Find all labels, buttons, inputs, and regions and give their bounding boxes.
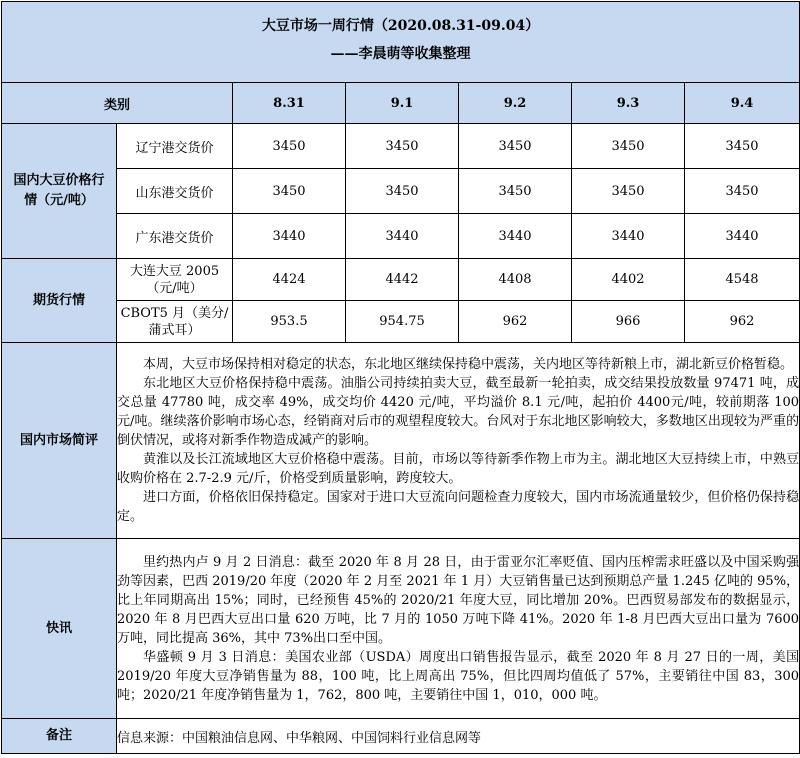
news-text: [117, 539, 800, 719]
report-title-cell: [2, 2, 800, 83]
report-container: [1, 1, 799, 756]
price-cell: 3450: [685, 169, 800, 214]
futures-cell: 4442: [346, 259, 459, 301]
price-cell: 3440: [572, 214, 685, 259]
soybean-market-table: [1, 1, 800, 754]
table-row: [2, 539, 800, 719]
price-cell: 3450: [459, 169, 572, 214]
section-news: 快讯: [2, 539, 117, 719]
table-row: [2, 214, 800, 259]
table-row: [2, 259, 800, 301]
price-cell: 3450: [685, 124, 800, 169]
futures-cell: 962: [685, 301, 800, 343]
row-label: 广东港交货价: [117, 214, 233, 259]
section-futures: 期货行情: [2, 259, 117, 343]
review-paragraph: 东北地区大豆价格保持稳中震荡。油脂公司持续拍卖大豆，截至最新一轮拍卖，成交结果投放数量 97471 吨，成交总量 47780 吨，成交率 49%，成交均价 4420 元/吨，平均溢价 8.1 元/吨，起拍价 4400元/吨，较前期落 100 元/吨。继续落价影响市场心态，经销商对后市的观望程度较大。台风对于东北地区影响较大，多数地区出现较为严重的倒伏情况，或将对新季作物造成减产的影响。: [117, 376, 800, 448]
remarks-text: 信息来源：中国粮油信息网、中华粮网、中国饲料行业信息网等: [117, 719, 800, 754]
price-cell: 3450: [572, 124, 685, 169]
row-label: 大连大豆 2005（元/吨）: [117, 259, 233, 301]
row-label: 山东港交货价: [117, 169, 233, 214]
futures-cell: 4424: [233, 259, 346, 301]
table-row: [2, 343, 800, 539]
news-paragraph: 里约热内卢 9 月 2 日消息：截至 2020 年 8 月 28 日，由于雷亚尔汇率贬值、国内压榨需求旺盛以及中国采购强劲等因素，巴西 2019/20 年度（2020 年 2 月至 2021 年 1 月）大豆销售量已达到预期总产量 1.245 亿吨的 95%，比上年同期高出 15%；同时，已经预售 45%的 2020/21 年度大豆，同比增加 20%。巴西贸易部发布的数据显示，2020 年 8 月巴西大豆出口量 620 万吨，比 7 月的 1050 万吨下降 41%。2020 年 1-8 月巴西大豆出口量为 7600 万吨，同比提高 36%，其中 73%出口至中国。: [117, 554, 800, 646]
price-cell: 3440: [346, 214, 459, 259]
report-title: 大豆市场一周行情（2020.08.31-09.04）: [261, 18, 540, 34]
header-category: 类别: [2, 83, 233, 124]
table-row: [2, 124, 800, 169]
price-cell: 3450: [233, 169, 346, 214]
futures-cell: 962: [459, 301, 572, 343]
price-cell: 3440: [233, 214, 346, 259]
table-row: [2, 719, 800, 754]
header-date: 8.31: [233, 83, 346, 124]
price-cell: 3440: [685, 214, 800, 259]
table-row: [2, 301, 800, 343]
row-label: 辽宁港交货价: [117, 124, 233, 169]
futures-cell: 966: [572, 301, 685, 343]
header-date: 9.4: [685, 83, 800, 124]
market-review-text: [117, 343, 800, 539]
table-row: [2, 169, 800, 214]
header-date: 9.1: [346, 83, 459, 124]
review-paragraph: 本周，大豆市场保持相对稳定的状态，东北地区继续保持稳中震荡，关内地区等待新粮上市，湖北新豆价格暂稳。: [143, 357, 794, 372]
futures-cell: 954.75: [346, 301, 459, 343]
report-author: ——李晨萌等收集整理: [330, 46, 471, 62]
futures-cell: 4548: [685, 259, 800, 301]
header-date: 9.3: [572, 83, 685, 124]
section-market-review: 国内市场简评: [2, 343, 117, 539]
news-paragraph: 华盛顿 9 月 3 日消息：美国农业部（USDA）周度出口销售报告显示，截至 2020 年 8 月 27 日的一周，美国 2019/20 年度大豆净销售量为 88，100 吨，比上周高出 75%，但比四周均值低了 57%，主要销往中国 83，300 吨；2020/21 年度净销售量为 1，762，800 吨，主要销往中国 1，010，000 吨。: [117, 649, 800, 703]
price-cell: 3450: [346, 124, 459, 169]
section-domestic-prices: 国内大豆价格行情（元/吨）: [2, 124, 117, 259]
price-cell: 3450: [459, 124, 572, 169]
futures-cell: 4408: [459, 259, 572, 301]
futures-cell: 953.5: [233, 301, 346, 343]
section-remarks: 备注: [2, 719, 117, 754]
price-cell: 3450: [233, 124, 346, 169]
price-cell: 3450: [572, 169, 685, 214]
header-date: 9.2: [459, 83, 572, 124]
price-cell: 3440: [459, 214, 572, 259]
review-paragraph: 黄淮以及长江流域地区大豆价格稳中震荡。目前，市场以等待新季作物上市为主。湖北地区大豆持续上市，中熟豆收购价格在 2.7-2.9 元/斤，价格受到质量影响，跨度较大。: [117, 452, 800, 486]
price-cell: 3450: [346, 169, 459, 214]
review-paragraph: 进口方面，价格依旧保持稳定。国家对于进口大豆流向问题检查力度较大，国内市场流通量较少，但价格仍保持稳定。: [117, 490, 800, 524]
futures-cell: 4402: [572, 259, 685, 301]
row-label: CBOT5 月（美分/蒲式耳）: [117, 301, 233, 343]
